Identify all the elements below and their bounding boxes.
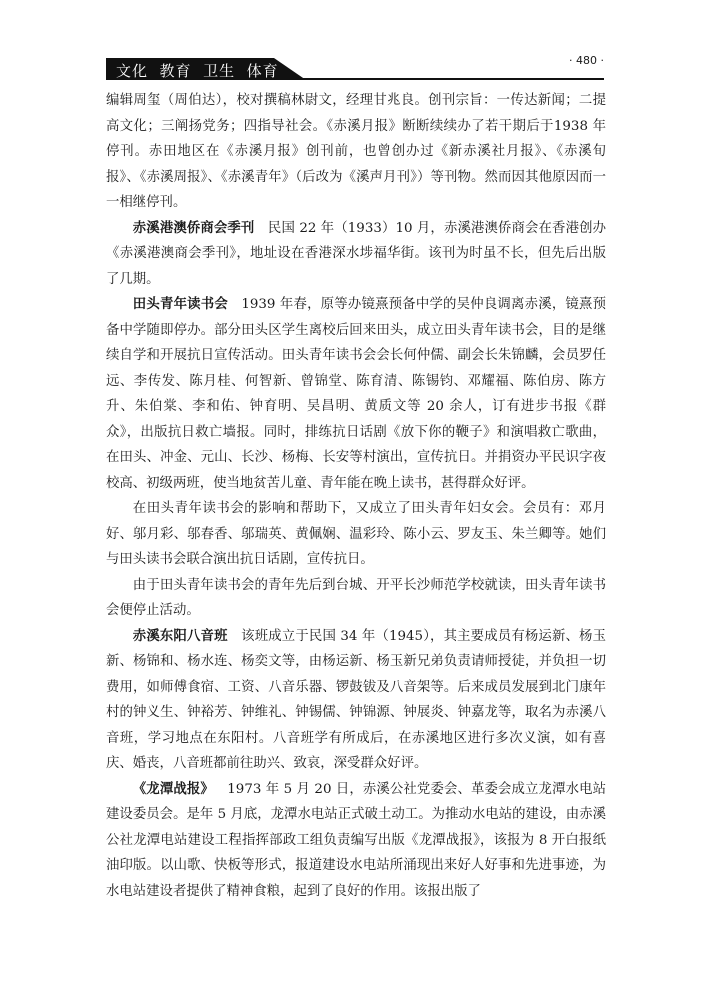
entry-title: 田头青年读书会 <box>132 297 228 312</box>
paragraph-continuation <box>106 88 606 216</box>
paragraph-club-ended <box>106 573 606 624</box>
paragraph-text: 由于田头青年读书会的青年先后到台城、开平长沙师范学校就读，田头青年读书会便停止活动。 <box>106 577 606 618</box>
page-number: · 480 · <box>569 54 604 67</box>
paragraph-text: 该班成立于民国 34 年（1945），其主要成员有杨运新、杨玉新、杨锦和、杨水连、杨奕文等，由杨运新、杨玉新兄弟负责请师授徒，并负担一切费用，如师傅食宿、工资、八音乐器、锣鼓钹及八音架等。后来成员发展到北门康年村的钟义生、钟裕芳、钟维礼、钟锡儒、钟锦源、钟展炎、钟嘉龙等，取名为赤溪八音班，学习地点在东阳村。八音班学有所成后，在赤溪地区进行多次义演，如有喜庆、婚丧，八音班都前往助兴、致哀，深受群众好评。 <box>106 628 606 771</box>
paragraph-longtan-battle-news <box>106 777 606 905</box>
paragraph-text: 1939 年春，原等办镜熹预备中学的吴仲良调离赤溪，镜熹预备中学随即停办。部分田头区学生离校后回来田头，成立田头青年读书会，目的是继续自学和开展抗日宣传活动。田头青年读书会会长何仲儒、副会长朱锦麟，会员罗任远、李传发、陈月桂、何智新、曾锦堂、陈育清、陈锡钧、邓耀福、陈伯房、陈方升、朱伯棠、李和佑、钟育明、吴昌明、黄质文等 20 余人，订有进步书报《群众》，出版抗日救亡墙报。同时，排练抗日话剧《放下你的鞭子》和演唱救亡歌曲，在田头、冲金、元山、长沙、杨梅、长安等村演出，宣传抗日。并捐资办平民识字夜校高、初级两班，使当地贫苦儿童、青年能在晚上读书，甚得群众好评。 <box>106 297 606 491</box>
running-header <box>106 54 604 80</box>
paragraph-text: 民国 22 年（1933）10 月，赤溪港澳侨商会在香港创办《赤溪港澳商会季刊》，地址设在香港深水埗福华街。该刊为时虽不长，但先后出版了几期。 <box>106 220 606 287</box>
paragraph-text: 1973 年 5 月 20 日，赤溪公社党委会、革委会成立龙潭水电站建设委员会。是年 5 月底，龙潭水电站正式破土动工。为推动水电站的建设，由赤溪公社龙潭电站建设工程指挥部政工组负责编写出版《龙潭战报》，该报为 8 开白报纸油印版。以山歌、快板等形式，报道建设水电站所涌现出来好人好事和先进事迹，为水电站建设者提供了精神食粮，起到了良好的作用。该报出版了 <box>106 781 607 899</box>
entry-title: 赤溪东阳八音班 <box>132 628 228 644</box>
paragraph-text: 编辑周玺（周伯达），校对撰稿林尉文，经理甘兆良。创刊宗旨：一传达新闻；二提高文化；三阐扬党务；四指导社会。《赤溪月报》断断续续办了若干期后于1938 年停刊。赤田地区在《赤溪月报》创刊前，也曾创办过《新赤溪社月报》、《赤溪旬报》、《赤溪周报》、《赤溪青年》（后改为《溪声月刊》）等刊物。然而因其他原因而一一相继停刊。 <box>106 93 606 210</box>
paragraph-tiantou-reading-club <box>106 292 606 496</box>
section-title: 文化 教育 卫生 体育 <box>116 62 279 80</box>
paragraph-dongyang-bayin-band <box>106 624 606 777</box>
paragraph-text: 在田头青年读书会的影响和帮助下，又成立了田头青年妇女会。会员有：邓月好、邬月彩、邬春香、邬瑞英、黄佩娴、温彩玲、陈小云、罗友玉、朱兰卿等。她们与田头读书会联合演出抗日话剧，宣传抗日。 <box>106 501 606 567</box>
paragraph-womens-association <box>106 496 606 573</box>
body-text <box>106 88 606 904</box>
header-rule <box>296 78 604 80</box>
entry-title: 《龙潭战报》 <box>132 781 214 797</box>
paragraph-chixi-gangao-quarterly <box>106 216 606 293</box>
entry-title: 赤溪港澳侨商会季刊 <box>132 220 255 236</box>
